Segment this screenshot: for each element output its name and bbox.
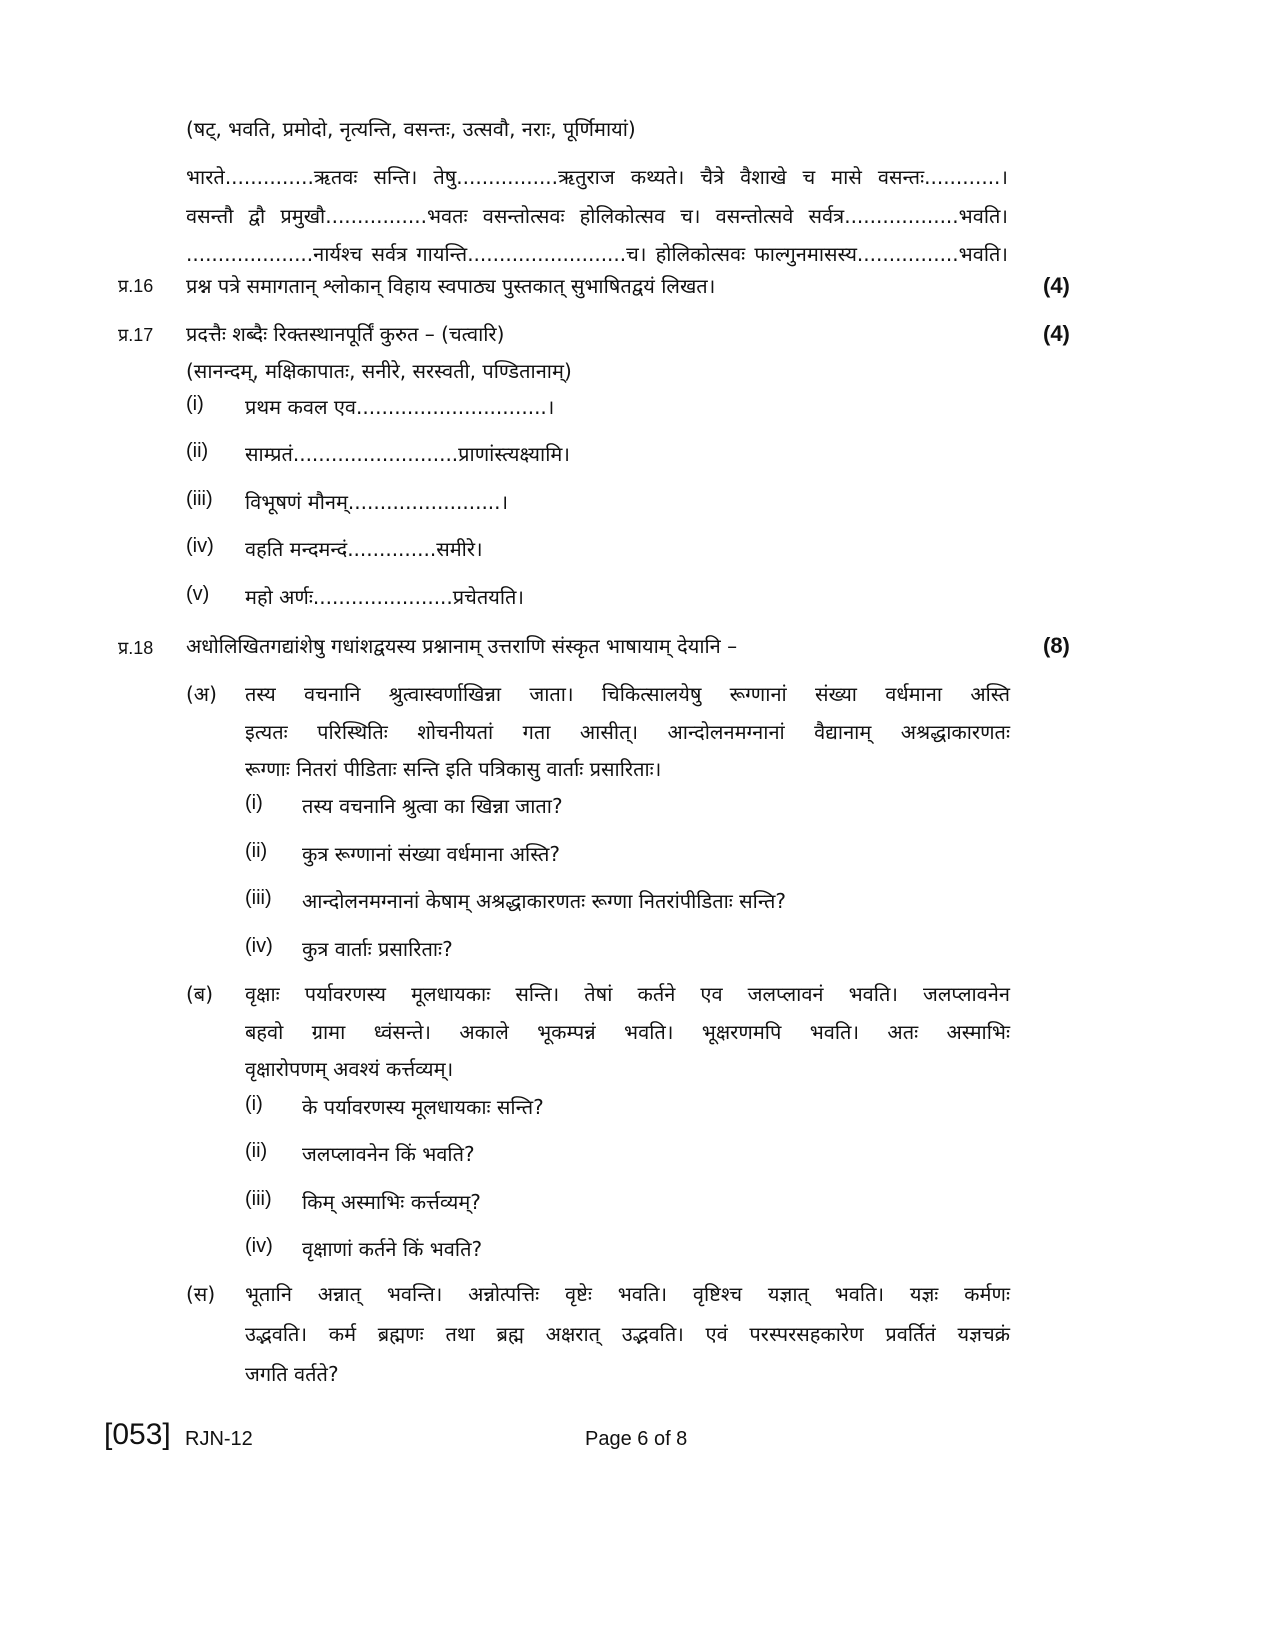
passage-b-question-text: वृक्षाणां कर्तने किं भवति? bbox=[302, 1237, 483, 1261]
passage-c-label: (स) bbox=[186, 1282, 216, 1306]
q17-item-text: विभूषणं मौनम्........................। bbox=[245, 490, 509, 514]
q18-marks: (8) bbox=[1043, 633, 1070, 658]
q17-item-text: वहति मन्दमन्दं..............समीरे। bbox=[245, 537, 483, 561]
q16-number: प्र.16 bbox=[118, 276, 154, 296]
passage-b-label: (ब) bbox=[186, 982, 214, 1006]
q16-marks: (4) bbox=[1043, 273, 1070, 298]
passage-a-question-num: (ii) bbox=[245, 840, 268, 862]
passage-a-question-text: आन्दोलनमग्नानां केषाम् अश्रद्धाकारणतः रूग्णा नितरांपीडिताः सन्ति? bbox=[302, 889, 787, 913]
q17-text: प्रदत्तैः शब्दैः रिक्तस्थानपूर्तिं कुरुत – (चत्वारि) bbox=[186, 322, 505, 346]
q17-options: (सानन्दम्, मक्षिकापातः, सनीरे, सरस्वती, पण्डितानाम्) bbox=[186, 359, 572, 383]
passage-a-question-num: (i) bbox=[245, 792, 263, 814]
q17-item-num: (v) bbox=[186, 583, 210, 605]
passage-c-line-2: उद्भवति। कर्म ब्रह्मणः तथा ब्रह्म अक्षरात् उद्भवति। एवं परस्परसहकारेण प्रवर्तितं यज्ञचक्रं bbox=[245, 1322, 1010, 1346]
passage-b-line-3: वृक्षारोपणम् अवश्यं कर्त्तव्यम्। bbox=[245, 1057, 454, 1081]
passage-a-question-text: तस्य वचनानि श्रुत्वा का खिन्ना जाता? bbox=[302, 794, 563, 818]
passage-b-question-text: किम् अस्माभिः कर्त्तव्यम्? bbox=[302, 1190, 481, 1214]
passage-a-label: (अ) bbox=[186, 682, 217, 706]
q18-text: अधोलिखितगद्यांशेषु गधांशद्वयस्य प्रश्नानाम् उत्तराणि संस्कृत भाषायाम् देयानि – bbox=[186, 634, 738, 658]
passage-b-question-num: (iv) bbox=[245, 1235, 273, 1257]
passage-a-question-text: कुत्र वार्ताः प्रसारिताः? bbox=[302, 937, 453, 961]
q15-passage-line-2: वसन्तौ द्वौ प्रमुखौ................भवतः वसन्तोत्सवः होलिकोत्सव च। वसन्तोत्सवे सर्वत्र..................भवति। bbox=[186, 204, 1008, 228]
paper-code: [053] bbox=[104, 1418, 171, 1451]
q15-passage-line-3: ....................नार्यश्च सर्वत्र गायन्ति.........................च। होलिकोत्सवः फाल्गुनमासस्य................भवति। bbox=[186, 242, 1008, 266]
q15-options: (षट्, भवति, प्रमोदो, नृत्यन्ति, वसन्तः, उत्सवौ, नराः, पूर्णिमायां) bbox=[186, 117, 636, 141]
q16-text: प्रश्न पत्रे समागतान् श्लोकान् विहाय स्वपाठ्य पुस्तकात् सुभाषितद्वयं लिखत। bbox=[186, 274, 716, 298]
passage-a-line-1: तस्य वचनानि श्रुत्वास्वर्णाखिन्ना जाता। चिकित्सालयेषु रूग्णानां संख्या वर्धमाना अस्ति bbox=[245, 682, 1010, 706]
passage-a-line-2: इत्यतः परिस्थितिः शोचनीयतां गता आसीत्। आन्दोलनमग्नानां वैद्यानाम् अश्रद्धाकारणतः bbox=[245, 720, 1010, 744]
passage-a-question-text: कुत्र रूग्णानां संख्या वर्धमाना अस्ति? bbox=[302, 842, 561, 866]
passage-a-line-3: रूग्णाः नितरां पीडिताः सन्ति इति पत्रिकासु वार्ताः प्रसारिताः। bbox=[245, 757, 662, 781]
passage-a-question-num: (iv) bbox=[245, 935, 273, 957]
passage-b-question-text: जलप्लावनेन किं भवति? bbox=[302, 1142, 475, 1166]
page-number: Page 6 of 8 bbox=[585, 1428, 688, 1450]
q17-item-num: (i) bbox=[186, 393, 204, 415]
q17-number: प्र.17 bbox=[118, 325, 154, 345]
subject-code: RJN-12 bbox=[185, 1428, 253, 1450]
q18-number: प्र.18 bbox=[118, 638, 154, 658]
q15-passage-line-1: भारते..............ऋतवः सन्ति। तेषु................ऋतुराज कथ्यते। चैत्रे वैशाखे च मासे वसन्तः............। bbox=[186, 165, 1008, 189]
passage-b-line-2: बहवो ग्रामा ध्वंसन्ते। अकाले भूकम्पन्नं भवति। भूक्षरणमपि भवति। अतः अस्माभिः bbox=[245, 1020, 1010, 1044]
passage-c-line-1: भूतानि अन्नात् भवन्ति। अन्नोत्पत्तिः वृष्टेः भवति। वृष्टिश्च यज्ञात् भवति। यज्ञः कर्मणः bbox=[245, 1282, 1010, 1306]
q17-item-text: साम्प्रतं..........................प्राणांस्त्यक्ष्यामि। bbox=[245, 442, 570, 466]
q17-item-num: (ii) bbox=[186, 440, 209, 462]
q17-item-num: (iii) bbox=[186, 488, 213, 510]
q17-item-text: महो अर्णः......................प्रचेतयति। bbox=[245, 585, 525, 609]
passage-b-question-text: के पर्यावरणस्य मूलधायकाः सन्ति? bbox=[302, 1095, 544, 1119]
passage-c-line-3: जगति वर्तते? bbox=[245, 1362, 339, 1386]
passage-b-question-num: (ii) bbox=[245, 1140, 268, 1162]
passage-b-question-num: (iii) bbox=[245, 1188, 272, 1210]
q17-item-num: (iv) bbox=[186, 535, 214, 557]
passage-b-question-num: (i) bbox=[245, 1093, 263, 1115]
q17-item-text: प्रथम कवल एव..............................। bbox=[245, 395, 555, 419]
passage-a-question-num: (iii) bbox=[245, 887, 272, 909]
q17-marks: (4) bbox=[1043, 321, 1070, 346]
passage-b-line-1: वृक्षाः पर्यावरणस्य मूलधायकाः सन्ति। तेषां कर्तने एव जलप्लावनं भवति। जलप्लावनेन bbox=[245, 982, 1010, 1006]
